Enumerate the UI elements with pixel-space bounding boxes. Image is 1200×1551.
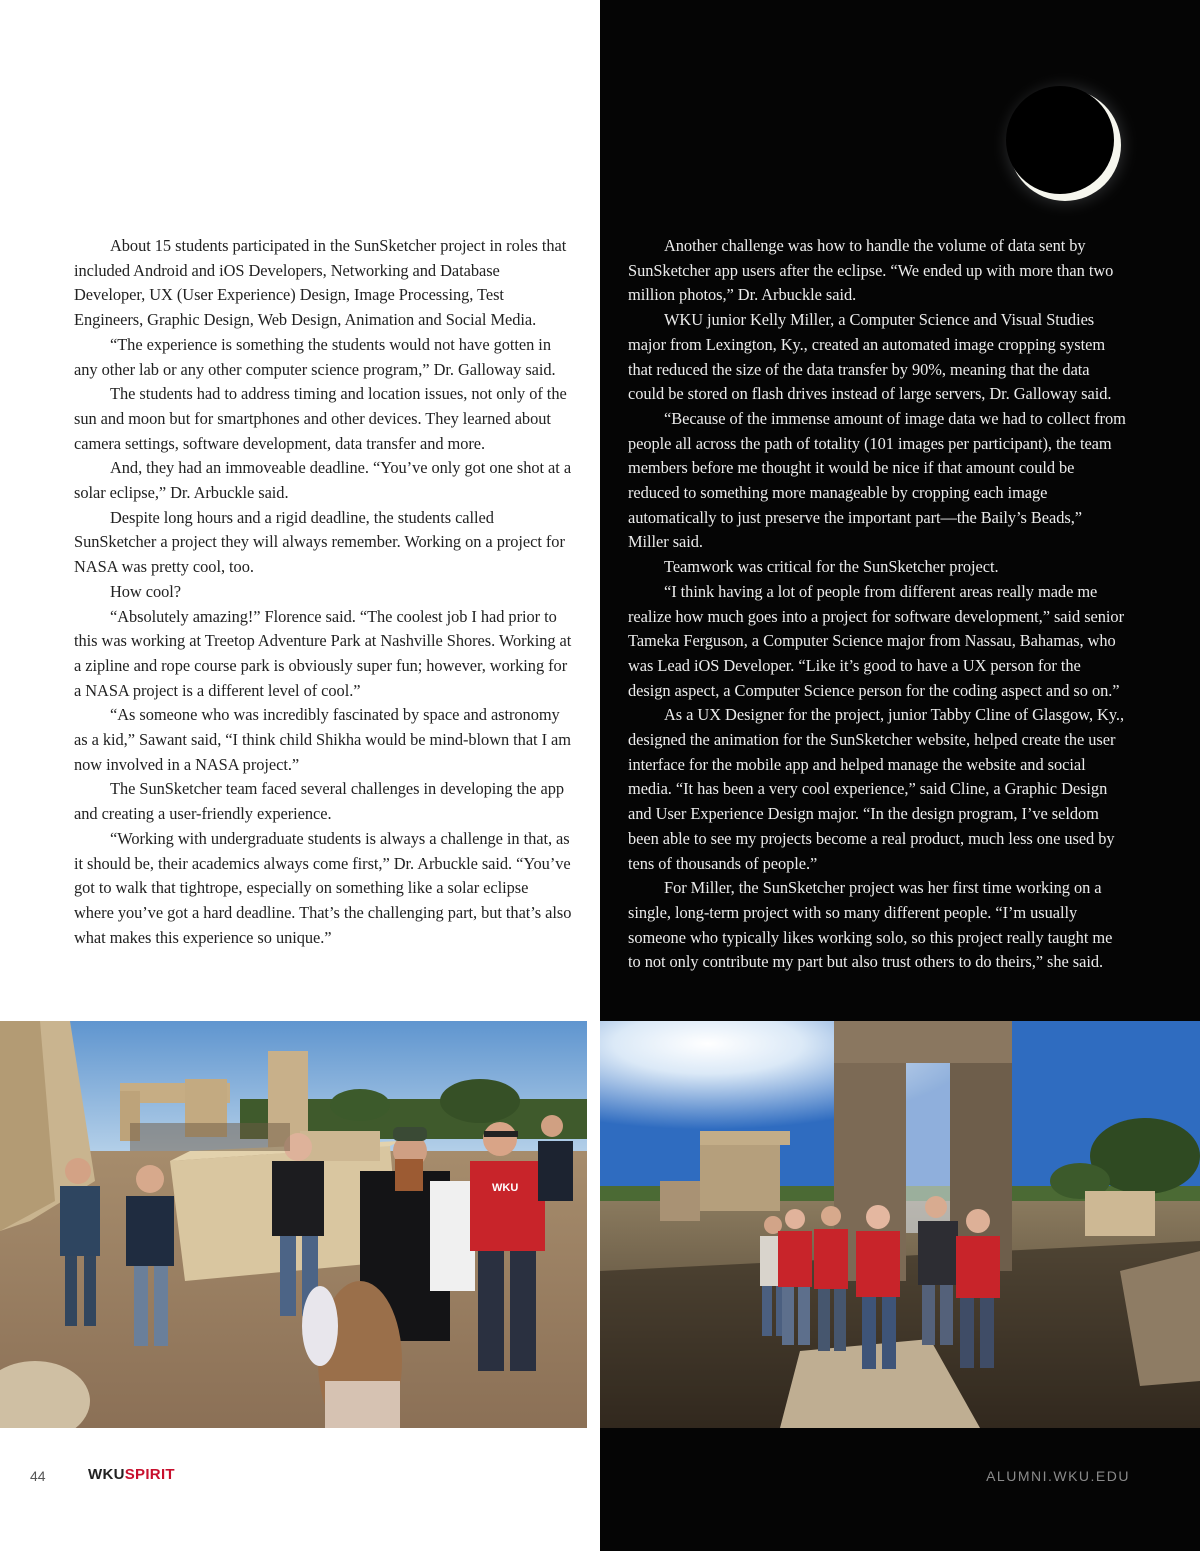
left-paragraph-1: About 15 students participated in the SunSketcher project in roles that included Android and iOS Developers, Networking and Database Developer, UX (User Experience) Design, Image Processing, Test Engineers, Graphic Design, Web Design, Animation and Social Media. (74, 236, 567, 330)
left-paragraph-9: The SunSketcher team faced several challenges in developing the app and creating a user-friendly experience. (74, 779, 565, 824)
right-paragraph-1: Another challenge was how to handle the volume of data sent by SunSketcher app users after the eclipse. “We ended up with more than two million photos,” Dr. Arbuckle said. (628, 236, 1114, 305)
left-paragraph-8: “As someone who was incredibly fascinated by space and astronomy as a kid,” Sawant said, “I think child Shikha would be mind-blown that I am now involved in a NASA project.” (74, 705, 571, 774)
left-article-column (74, 234, 572, 950)
page-number: 44 (30, 1468, 46, 1484)
magazine-logo (88, 1466, 175, 1483)
left-paragraph-7: “Absolutely amazing!” Florence said. “The coolest job I had prior to this was working at Treetop Adventure Park at Nashville Shores. Working at a zipline and rope course park is obviously super fun; however, working for a NASA project is a different level of cool.” (74, 606, 572, 700)
magazine-logo-part1: WKU (88, 1466, 125, 1483)
left-paragraph-10: “Working with undergraduate students is always a challenge in that, as it should be, their academics always come first,” Dr. Arbuckle said. “You’ve got to walk that tightrope, especially on something like a solar eclipse where you’ve got a hard deadline. That’s the challenging part, but that’s also what makes this experience so unique.” (74, 828, 572, 947)
right-paragraph-5: “I think having a lot of people from different areas really made me realize how much goes into a project for software development,” said senior Tameka Ferguson, a Computer Science major from Nassau, Bahamas, who was Lead iOS Developer. “Like it’s good to have a UX person for the design aspect, a Computer Science person for the coding aspect and so on.” (628, 581, 1124, 700)
shirt-logo-text: WKU (492, 1182, 519, 1194)
right-paragraph-7: For Miller, the SunSketcher project was her first time working on a single, long-term project with so many different people. “I’m usually someone who typically likes working solo, so this project really taught me to not only contribute my part but also trust others to do theirs,” she said. (628, 878, 1113, 972)
alumni-website-link[interactable]: ALUMNI.WKU.EDU (986, 1468, 1130, 1484)
group-photo-left (0, 1021, 587, 1428)
right-paragraph-4: Teamwork was critical for the SunSketcher project. (664, 557, 999, 577)
eclipse-ring-image (990, 70, 1140, 220)
left-paragraph-6: How cool? (110, 581, 182, 601)
right-paragraph-3: “Because of the immense amount of image data we had to collect from people all across the path of totality (101 images per participant), the team members before me thought it would be nice if that amount could be reduced to something more manageable by cropping each image automatically to just preserve the important part—the Baily’s Beads,” Miller said. (628, 408, 1126, 552)
magazine-logo-part2: SPIRIT (124, 1466, 175, 1483)
group-photo-right (600, 1021, 1200, 1428)
right-paragraph-6: As a UX Designer for the project, junior Tabby Cline of Glasgow, Ky., designed the animation for the SunSketcher website, helped create the user interface for the mobile app and helped manage the website and social media. “It has been a very cool experience,” said Cline, a Graphic Design and User Experience Design major. “In the design program, I’ve seldom been able to see my projects become a real product, much less one used by tens of thousands of people.” (628, 705, 1125, 873)
left-paragraph-3: The students had to address timing and location issues, not only of the sun and moon but for smartphones and other devices. They learned about camera settings, software development, data transfer and more. (74, 384, 567, 453)
right-paragraph-2: WKU junior Kelly Miller, a Computer Science and Visual Studies major from Lexington, Ky., created an automated image cropping system that reduced the size of the data transfer by 90%, meaning that the data could be stored on flash drives instead of large servers, Dr. Galloway said. (628, 310, 1112, 404)
left-paragraph-5: Despite long hours and a rigid deadline, the students called SunSketcher a project they will always remember. Working on a project for NASA was pretty cool, too. (74, 507, 565, 577)
left-paragraph-4: And, they had an immoveable deadline. “You’ve only got one shot at a solar eclipse,” Dr. Arbuckle said. (74, 458, 572, 503)
right-article-column (628, 234, 1126, 975)
left-paragraph-2: “The experience is something the students would not have gotten in any other lab or any other computer science program,” Dr. Galloway said. (74, 334, 556, 379)
